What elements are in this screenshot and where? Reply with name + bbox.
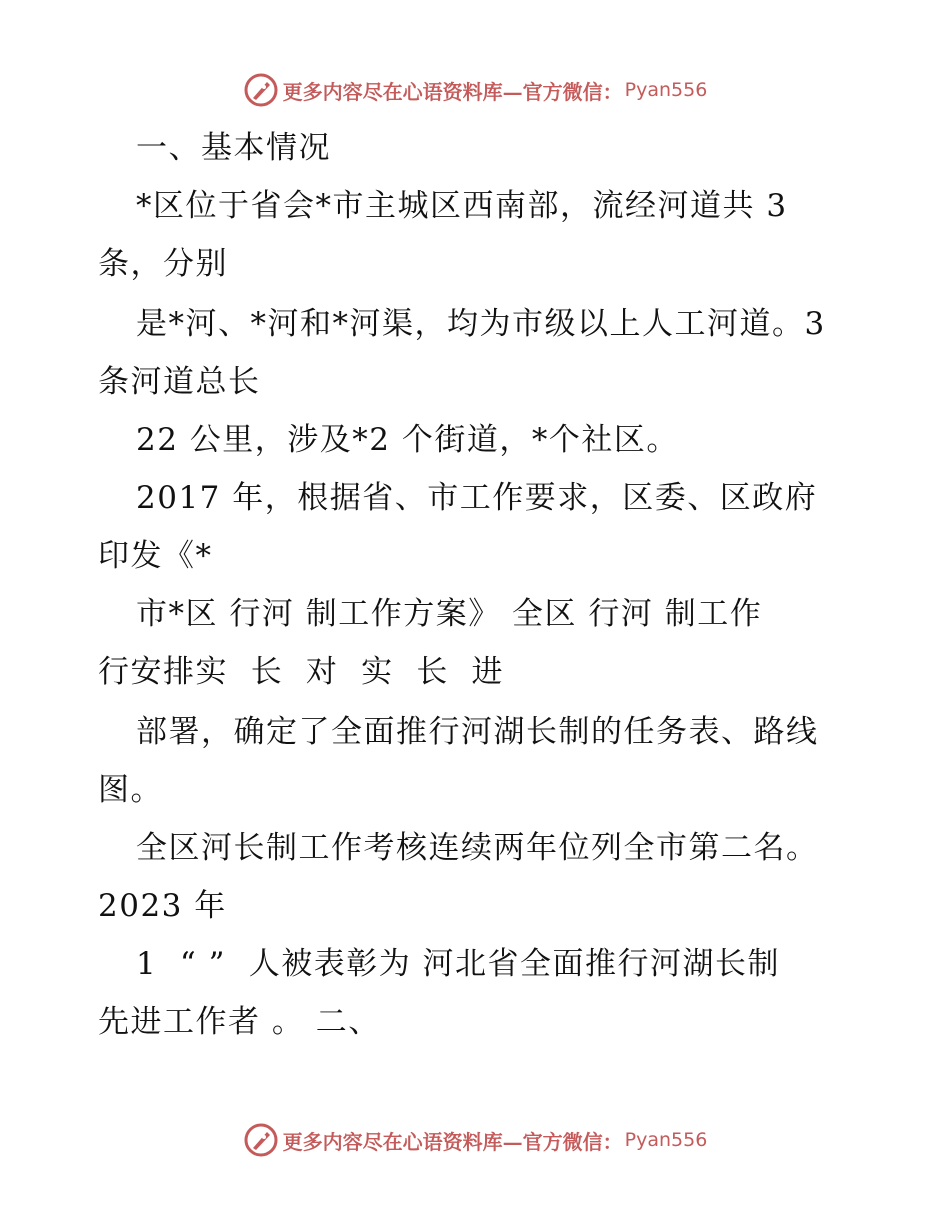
paragraph-line: 部署，确定了全面推行河湖长制的任务表、路线 [136,714,819,750]
quill-logo-icon [243,1122,279,1158]
quill-logo-icon [243,72,279,108]
paragraph-line: 印发《* [98,538,213,574]
header-promo-text: 更多内容尽在心语资料库—官方微信： [282,79,623,104]
footer-wechat-id: Pyan556 [624,1129,708,1151]
paragraph-line: 条河道总长 [98,364,261,400]
paragraph-line: 图。 [98,772,163,808]
paragraph-line: *区位于省会*市主城区西南部，流经河道共 3 [136,188,788,224]
header-wechat-id: Pyan556 [624,79,708,101]
footer-watermark [0,1118,950,1162]
section-heading: 一、基本情况 [136,130,331,166]
header-watermark [0,68,950,112]
paragraph-line: 先进工作者 。 二、 [98,1004,381,1040]
paragraph-line: 全区河长制工作考核连续两年位列全市第二名。 [136,830,819,866]
footer-promo-text: 更多内容尽在心语资料库—官方微信： [282,1129,623,1154]
paragraph-line: 2017 年，根据省、市工作要求，区委、区政府 [136,480,818,516]
paragraph-line: 行安排实 长 对 实 长 进 [98,654,505,690]
paragraph-line: 22 公里，涉及*2 个街道，*个社区。 [136,422,679,458]
paragraph-line: 是*河、*河和*河渠，均为市级以上人工河道。3 [136,306,826,342]
paragraph-line: 1 “ ” 人被表彰为 河北省全面推行河湖长制 [136,946,781,982]
paragraph-line: 市*区 行河 制工作方案》 全区 行河 制工作 [136,596,763,632]
paragraph-line: 条，分别 [98,246,228,282]
paragraph-line: 2023 年 [98,888,227,924]
